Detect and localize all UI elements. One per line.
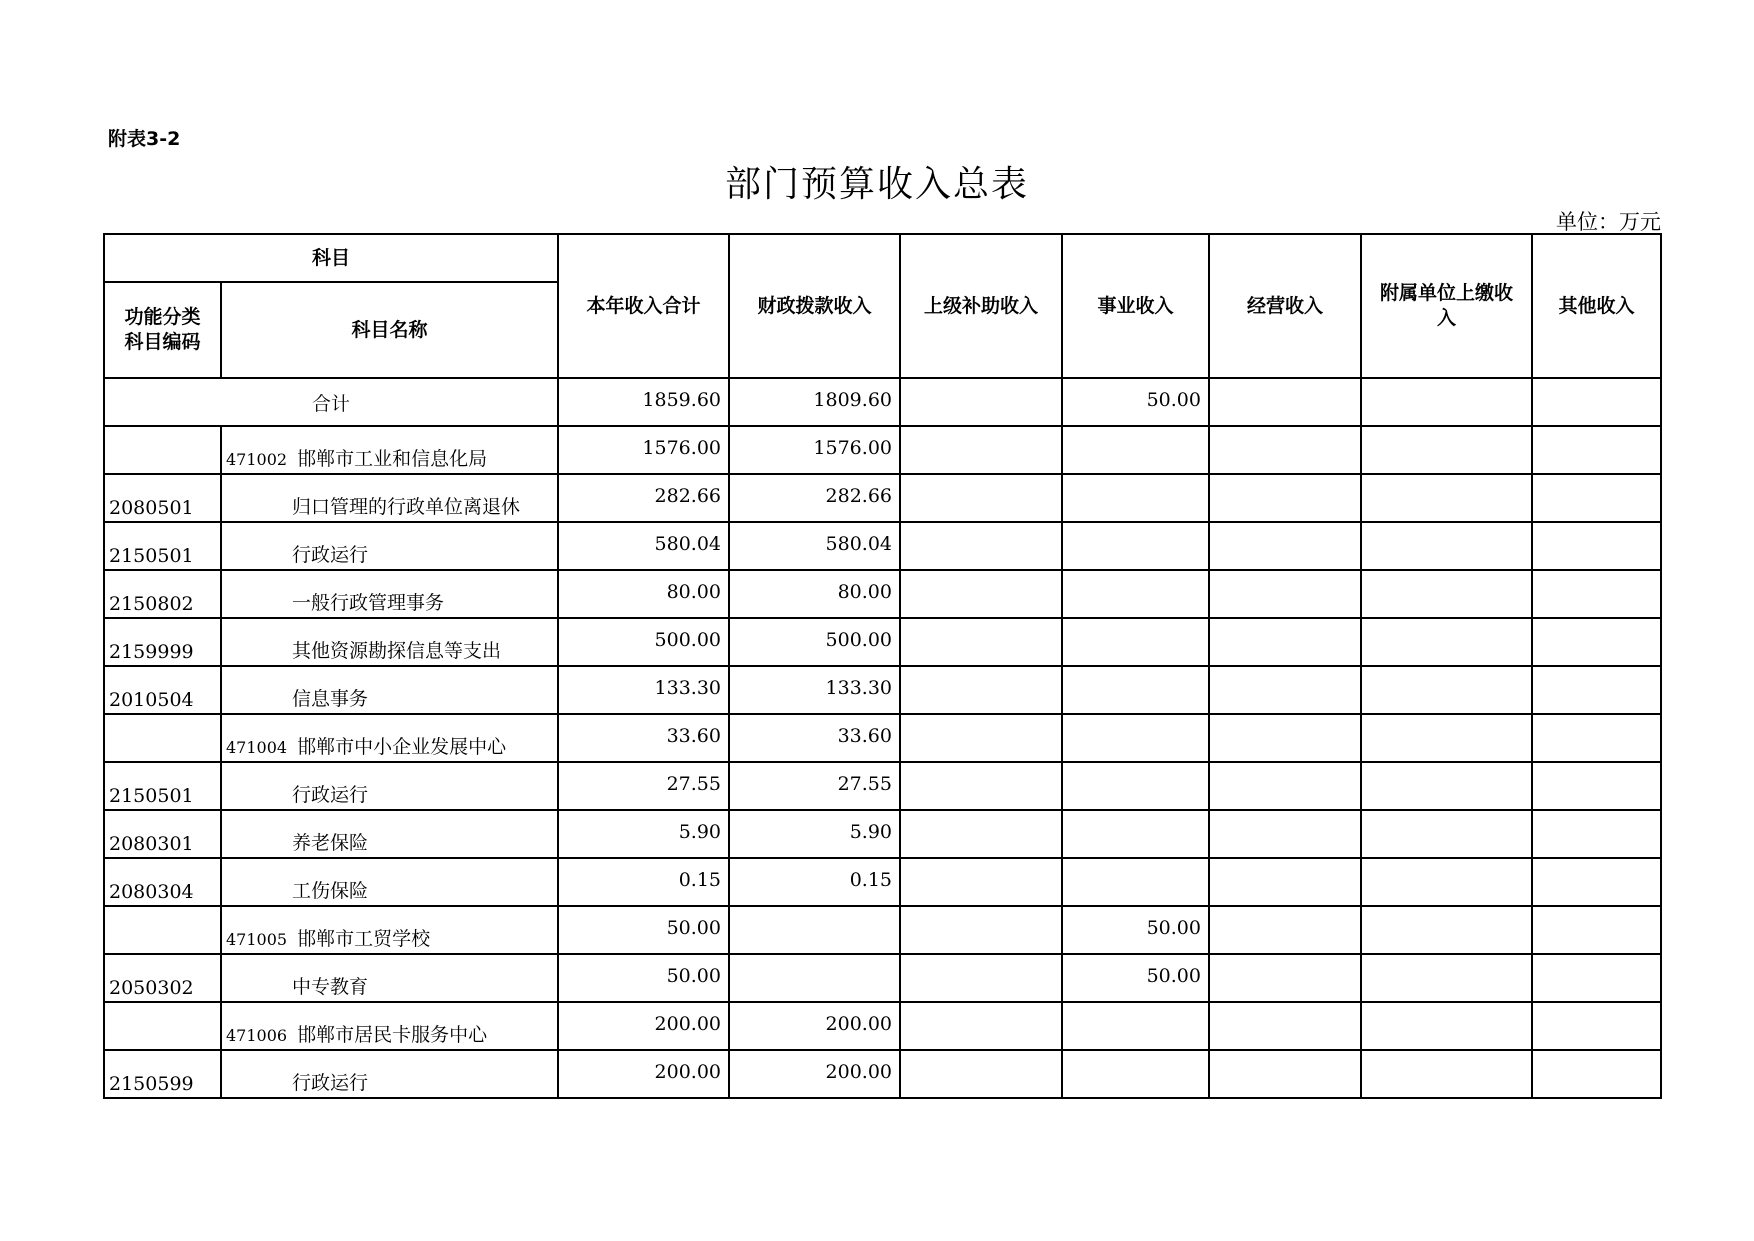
affiliated-cell: [1361, 858, 1532, 906]
other-cell: [1532, 858, 1661, 906]
department-row: [104, 906, 1661, 954]
subject-name: 其他资源勘探信息等支出: [292, 640, 502, 662]
subject-name: 邯郸市工贸学校: [297, 928, 431, 950]
operating-cell: [1209, 474, 1361, 522]
total-operating-value: [1209, 378, 1361, 426]
subject-name-cell: [221, 570, 558, 618]
subject-name-cell: [221, 618, 558, 666]
header-func-code: 功能分类 科目编码: [104, 282, 221, 378]
total-other-value: [1532, 378, 1661, 426]
func-code-cell: 2080501: [104, 474, 221, 522]
total-income-cell: 80.00: [558, 570, 729, 618]
unit-label: 单位：万元: [1556, 210, 1661, 234]
superior-subsidy-cell: [900, 858, 1062, 906]
subject-name: 信息事务: [292, 688, 369, 710]
fiscal-cell: 27.55: [729, 762, 900, 810]
superior-subsidy-cell: [900, 954, 1062, 1002]
affiliated-cell: [1361, 426, 1532, 474]
func-code-cell: 2150802: [104, 570, 221, 618]
subject-name-cell: [221, 858, 558, 906]
other-cell: [1532, 906, 1661, 954]
affiliated-cell: [1361, 570, 1532, 618]
operating-cell: [1209, 666, 1361, 714]
affiliated-cell: [1361, 522, 1532, 570]
operating-cell: [1209, 714, 1361, 762]
fiscal-cell: 282.66: [729, 474, 900, 522]
func-code-cell: 2080301: [104, 810, 221, 858]
fiscal-cell: 133.30: [729, 666, 900, 714]
subject-name: 归口管理的行政单位离退休: [292, 496, 521, 518]
total-income-cell: 0.15: [558, 858, 729, 906]
other-cell: [1532, 666, 1661, 714]
total-business-value: 50.00: [1062, 378, 1209, 426]
table-row: [104, 570, 1661, 618]
superior-subsidy-cell: [900, 906, 1062, 954]
affiliated-cell: [1361, 810, 1532, 858]
func-code-cell: [104, 426, 221, 474]
total-income-cell: 500.00: [558, 618, 729, 666]
department-row: [104, 426, 1661, 474]
page-title: 部门预算收入总表: [724, 164, 1029, 205]
subject-name: 中专教育: [292, 976, 369, 998]
total-superior-subsidy-value: [900, 378, 1062, 426]
table-row: [104, 954, 1661, 1002]
subject-name-cell: [221, 714, 558, 762]
subject-name-cell: [221, 666, 558, 714]
fiscal-cell: 500.00: [729, 618, 900, 666]
table-reference-label: 附表3-2: [108, 128, 181, 150]
other-cell: [1532, 810, 1661, 858]
func-code-cell: 2080304: [104, 858, 221, 906]
header-business: 事业收入: [1062, 234, 1209, 378]
budget-income-table: [103, 233, 1662, 1099]
header-fiscal: 财政拨款收入: [729, 234, 900, 378]
other-cell: [1532, 1050, 1661, 1098]
subject-name-cell: [221, 1050, 558, 1098]
subject-name: 工伤保险: [292, 880, 369, 902]
total-income-cell: 33.60: [558, 714, 729, 762]
subject-name: 养老保险: [292, 832, 369, 854]
other-cell: [1532, 762, 1661, 810]
fiscal-cell: 80.00: [729, 570, 900, 618]
fiscal-cell: 1576.00: [729, 426, 900, 474]
department-code: 471004: [226, 738, 288, 757]
total-income-value: 1859.60: [558, 378, 729, 426]
operating-cell: [1209, 618, 1361, 666]
business-cell: [1062, 762, 1209, 810]
table-row: [104, 810, 1661, 858]
affiliated-cell: [1361, 1050, 1532, 1098]
func-code-cell: [104, 1002, 221, 1050]
superior-subsidy-cell: [900, 570, 1062, 618]
operating-cell: [1209, 762, 1361, 810]
subject-name-cell: [221, 522, 558, 570]
total-income-cell: 133.30: [558, 666, 729, 714]
department-row: [104, 1002, 1661, 1050]
operating-cell: [1209, 858, 1361, 906]
table-row: [104, 474, 1661, 522]
business-cell: 50.00: [1062, 906, 1209, 954]
affiliated-cell: [1361, 714, 1532, 762]
total-fiscal-value: 1809.60: [729, 378, 900, 426]
func-code-cell: 2150501: [104, 762, 221, 810]
superior-subsidy-cell: [900, 1050, 1062, 1098]
table-row: [104, 762, 1661, 810]
department-row: [104, 714, 1661, 762]
superior-subsidy-cell: [900, 666, 1062, 714]
total-income-cell: 1576.00: [558, 426, 729, 474]
other-cell: [1532, 1002, 1661, 1050]
department-code: 471006: [226, 1026, 288, 1045]
table-row: [104, 858, 1661, 906]
func-code-cell: 2010504: [104, 666, 221, 714]
superior-subsidy-cell: [900, 522, 1062, 570]
superior-subsidy-cell: [900, 714, 1062, 762]
total-income-cell: 580.04: [558, 522, 729, 570]
total-income-cell: 200.00: [558, 1002, 729, 1050]
superior-subsidy-cell: [900, 810, 1062, 858]
total-income-cell: 50.00: [558, 906, 729, 954]
other-cell: [1532, 474, 1661, 522]
affiliated-cell: [1361, 618, 1532, 666]
business-cell: [1062, 618, 1209, 666]
header-affiliated: 附属单位上缴收 入: [1361, 234, 1532, 378]
fiscal-cell: 0.15: [729, 858, 900, 906]
fiscal-cell: [729, 954, 900, 1002]
subject-name-cell: [221, 906, 558, 954]
operating-cell: [1209, 954, 1361, 1002]
func-code-cell: 2150501: [104, 522, 221, 570]
header-subject: 科目: [104, 234, 558, 282]
total-income-cell: 200.00: [558, 1050, 729, 1098]
table-row: [104, 618, 1661, 666]
subject-name-cell: [221, 474, 558, 522]
total-affiliated-value: [1361, 378, 1532, 426]
business-cell: [1062, 570, 1209, 618]
subject-name-cell: [221, 1002, 558, 1050]
other-cell: [1532, 426, 1661, 474]
business-cell: [1062, 1002, 1209, 1050]
func-code-cell: 2159999: [104, 618, 221, 666]
fiscal-cell: 200.00: [729, 1002, 900, 1050]
other-cell: [1532, 570, 1661, 618]
affiliated-cell: [1361, 666, 1532, 714]
operating-cell: [1209, 1002, 1361, 1050]
affiliated-cell: [1361, 954, 1532, 1002]
total-row: [104, 378, 1661, 426]
other-cell: [1532, 954, 1661, 1002]
subject-name: 行政运行: [292, 544, 369, 566]
total-income-cell: 5.90: [558, 810, 729, 858]
fiscal-cell: 33.60: [729, 714, 900, 762]
other-cell: [1532, 714, 1661, 762]
department-code: 471002: [226, 450, 288, 469]
operating-cell: [1209, 906, 1361, 954]
business-cell: [1062, 810, 1209, 858]
business-cell: [1062, 522, 1209, 570]
total-label: 合计: [104, 378, 558, 426]
fiscal-cell: 580.04: [729, 522, 900, 570]
affiliated-cell: [1361, 762, 1532, 810]
superior-subsidy-cell: [900, 1002, 1062, 1050]
func-code-cell: [104, 714, 221, 762]
subject-name: 一般行政管理事务: [292, 592, 445, 614]
header-subject-name: 科目名称: [221, 282, 558, 378]
subject-name-cell: [221, 954, 558, 1002]
total-income-cell: 282.66: [558, 474, 729, 522]
func-code-cell: 2150599: [104, 1050, 221, 1098]
operating-cell: [1209, 810, 1361, 858]
business-cell: [1062, 1050, 1209, 1098]
superior-subsidy-cell: [900, 618, 1062, 666]
func-code-cell: 2050302: [104, 954, 221, 1002]
business-cell: [1062, 858, 1209, 906]
subject-name-cell: [221, 762, 558, 810]
affiliated-cell: [1361, 1002, 1532, 1050]
table-row: [104, 666, 1661, 714]
department-code: 471005: [226, 930, 288, 949]
total-income-cell: 27.55: [558, 762, 729, 810]
superior-subsidy-cell: [900, 474, 1062, 522]
header-superior-subsidy: 上级补助收入: [900, 234, 1062, 378]
operating-cell: [1209, 522, 1361, 570]
total-income-cell: 50.00: [558, 954, 729, 1002]
business-cell: [1062, 666, 1209, 714]
table-row: [104, 522, 1661, 570]
subject-name: 邯郸市中小企业发展中心: [297, 736, 507, 758]
header-other: 其他收入: [1532, 234, 1661, 378]
business-cell: [1062, 474, 1209, 522]
subject-name: 行政运行: [292, 784, 369, 806]
table-row: [104, 1050, 1661, 1098]
operating-cell: [1209, 570, 1361, 618]
func-code-cell: [104, 906, 221, 954]
subject-name: 行政运行: [292, 1072, 369, 1094]
fiscal-cell: [729, 906, 900, 954]
fiscal-cell: 200.00: [729, 1050, 900, 1098]
subject-name: 邯郸市居民卡服务中心: [297, 1024, 488, 1046]
header-total-income: 本年收入合计: [558, 234, 729, 378]
header-operating: 经营收入: [1209, 234, 1361, 378]
operating-cell: [1209, 1050, 1361, 1098]
fiscal-cell: 5.90: [729, 810, 900, 858]
business-cell: [1062, 714, 1209, 762]
operating-cell: [1209, 426, 1361, 474]
other-cell: [1532, 618, 1661, 666]
business-cell: 50.00: [1062, 954, 1209, 1002]
superior-subsidy-cell: [900, 426, 1062, 474]
other-cell: [1532, 522, 1661, 570]
business-cell: [1062, 426, 1209, 474]
subject-name-cell: [221, 810, 558, 858]
subject-name: 邯郸市工业和信息化局: [297, 448, 488, 470]
affiliated-cell: [1361, 906, 1532, 954]
subject-name-cell: [221, 426, 558, 474]
affiliated-cell: [1361, 474, 1532, 522]
superior-subsidy-cell: [900, 762, 1062, 810]
